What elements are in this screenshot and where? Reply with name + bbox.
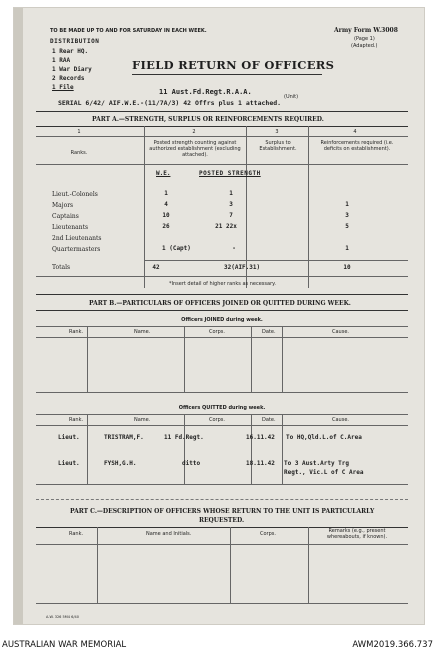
reinf-value: 1 — [345, 245, 349, 252]
distribution-item: 2 Records — [52, 75, 85, 82]
we-value: 4 — [164, 201, 168, 208]
quitted-date: 16.11.42 — [246, 434, 275, 441]
reinf-value: 5 — [345, 223, 349, 230]
distribution-item: 1 File — [52, 84, 74, 91]
distribution-item: 1 Rear HQ. — [52, 48, 89, 55]
posted-value: - — [232, 245, 236, 252]
col-cause: Cause. — [332, 329, 349, 335]
made-up-instruction: TO BE MADE UP TO AND FOR SATURDAY IN EACH WEEK. — [50, 28, 207, 34]
we-value: 26 — [162, 223, 170, 230]
we-value: 10 — [162, 212, 170, 219]
totals-posted: 32(AIF.31) — [224, 264, 261, 271]
col-remarks: Remarks (e.g., present whereabouts, if known). — [326, 528, 388, 540]
col-rank: Rank. — [69, 329, 84, 335]
footer-accession: AWM2019.366.737 — [352, 640, 433, 650]
rank-label: Lieutenants — [52, 224, 89, 231]
part-b-title: PART B.—PARTICULARS OF OFFICERS JOINED OR QUITTED DURING WEEK. — [89, 300, 351, 307]
col-number: 4 — [353, 129, 357, 135]
reinf-value: 1 — [345, 201, 349, 208]
document-page — [14, 8, 424, 624]
posted-value: 7 — [229, 212, 233, 219]
rank-label: Lieut.-Colonels — [52, 191, 98, 198]
col-date: Date. — [262, 417, 276, 423]
quitted-name: FYSH,G.H. — [104, 460, 137, 467]
col-number: 1 — [77, 129, 81, 135]
rank-label: Majors — [52, 202, 74, 209]
form-page: (Page 1) — [354, 36, 375, 42]
header-reinforcements: Reinforcements required (i.e. deficits on establishment). — [320, 140, 394, 152]
posted-value: 3 — [229, 201, 233, 208]
joined-title: Officers JOINED during week. — [181, 317, 263, 323]
posted-value: 1 — [229, 190, 233, 197]
col-name-initials: Name and Initials. — [146, 531, 192, 537]
col-date: Date. — [262, 329, 276, 335]
col-name: Name. — [134, 329, 151, 335]
col-name: Name. — [134, 417, 151, 423]
distribution-label: DISTRIBUTION — [50, 38, 100, 45]
totals-label: Totals — [52, 264, 71, 271]
rank-label: Quartermasters — [52, 246, 101, 253]
form-title: FIELD RETURN OF OFFICERS — [132, 58, 335, 72]
footnote: *Insert detail of higher ranks as necessary. — [169, 281, 276, 287]
we-value: 1 (Capt) — [162, 245, 191, 252]
quitted-corps: 11 Fd.Regt. — [164, 434, 204, 441]
quitted-date: 18.11.42 — [246, 460, 275, 467]
serial-line: SERIAL 6/42/ AIF.W.E.-(11/7A/3) 42 Offrs plus 1 attached. — [58, 99, 282, 107]
quitted-name: TRISTRAM,F. — [104, 434, 144, 441]
col-rank: Rank. — [69, 531, 84, 537]
rank-label: Captains — [52, 213, 79, 220]
quitted-rank: Lieut. — [58, 460, 80, 467]
part-c-title: PART C.—DESCRIPTION OF OFFICERS WHOSE RETURN TO THE UNIT IS PARTICULARLY — [70, 508, 375, 515]
quitted-cause: To HQ,Qld.L.of C.Area — [286, 434, 362, 441]
totals-reinf: 10 — [343, 264, 351, 271]
header-ranks: Ranks. — [70, 150, 88, 156]
footer-institution: AUSTRALIAN WAR MEMORIAL — [2, 640, 127, 650]
col-corps: Corps. — [260, 531, 276, 537]
quitted-rank: Lieut. — [58, 434, 80, 441]
col-rank: Rank. — [69, 417, 84, 423]
unit-label: (Unit) — [284, 94, 299, 100]
totals-we: 42 — [152, 264, 160, 271]
part-a-title: PART A.—STRENGTH, SURPLUS OR REINFORCEMENTS REQUIRED. — [92, 116, 324, 123]
quitted-cause: To 3 Aust.Arty Trg — [284, 460, 350, 467]
quitted-cause-line2: Regt., Vic.L of C Area — [284, 469, 364, 476]
col-corps: Corps. — [209, 329, 225, 335]
form-adapted: (Adapted.) — [351, 43, 378, 49]
form-number: Army Form W.3008 — [334, 27, 398, 34]
posted-value: 21 22x — [215, 223, 237, 230]
col-number: 3 — [275, 129, 279, 135]
col-number: 2 — [192, 129, 196, 135]
rank-label: 2nd Lieutenants — [52, 235, 102, 242]
distribution-item: 1 War Diary — [52, 66, 92, 73]
sub-header-posted: POSTED STRENGTH — [199, 170, 261, 177]
distribution-item: 1 RAA — [52, 57, 71, 64]
we-value: 1 — [164, 190, 168, 197]
quitted-corps: ditto — [182, 460, 201, 467]
quitted-title: Officers QUITTED during week. — [178, 405, 266, 411]
print-code: A.W. 326 5M4 6/40 — [46, 615, 79, 619]
part-c-title-line2: REQUESTED. — [199, 517, 245, 524]
col-corps: Corps. — [209, 417, 225, 423]
reinf-value: 3 — [345, 212, 349, 219]
sub-header-we: W.E. — [156, 170, 171, 177]
col-cause: Cause. — [332, 417, 349, 423]
header-posted-strength: Posted strength counting against authorized establishment (excluding attached). — [149, 140, 241, 158]
footer-bar — [0, 638, 436, 653]
unit-name: 11 Aust.Fd.Regt.R.A.A. — [159, 88, 252, 96]
header-surplus: Surplus to Establishment. — [259, 140, 297, 152]
